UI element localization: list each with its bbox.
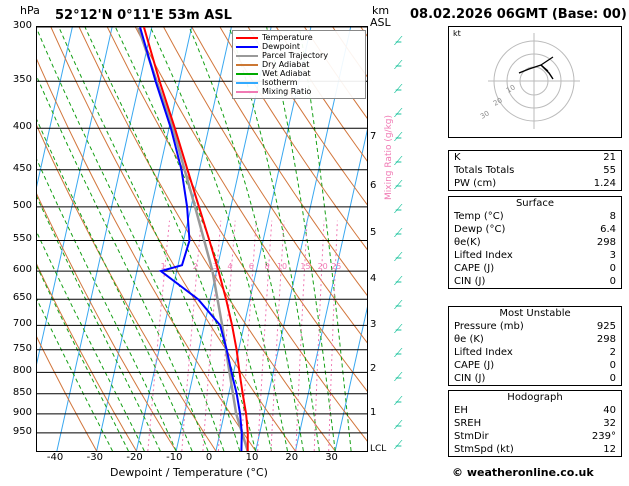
hodograph-plot (448, 26, 622, 138)
index-label: CIN (J) (454, 373, 486, 384)
wind-barb: ⟋̶ (394, 82, 403, 96)
index-value: 298 (596, 334, 616, 345)
temperature-tick-label: 0 (205, 452, 213, 463)
svg-text:10: 10 (276, 262, 288, 272)
pressure-tick-label: 350 (12, 74, 32, 86)
index-label: θe(K) (454, 237, 481, 248)
index-row (449, 262, 621, 275)
wind-barb: ⟋̶ (394, 202, 403, 216)
altitude-axis (368, 26, 394, 456)
altitude-tick-label: 2 (370, 363, 377, 375)
svg-text:15: 15 (300, 262, 311, 272)
index-label: CAPE (J) (454, 360, 495, 371)
hodograph-indices-panel (448, 390, 622, 457)
pressure-tick-label: 400 (12, 121, 32, 133)
index-row (449, 372, 621, 385)
index-row (449, 333, 621, 346)
index-row (449, 151, 621, 164)
altitude-tick-label: 7 (370, 130, 377, 142)
x-axis-title: Dewpoint / Temperature (°C) (110, 466, 268, 479)
legend-item (236, 69, 362, 78)
index-label: Lifted Index (454, 347, 513, 358)
index-label: EH (454, 405, 468, 416)
panel-header: Hodograph (507, 392, 563, 403)
index-value: 2 (609, 347, 616, 358)
index-row (449, 275, 621, 288)
panel-header: Surface (515, 198, 555, 209)
pressure-tick-label: 600 (12, 264, 32, 276)
legend-swatch (236, 64, 258, 66)
index-value: 12 (603, 444, 616, 455)
svg-text:1: 1 (160, 262, 166, 272)
wind-barb: ⟋̶ (394, 130, 403, 144)
temperature-axis (20, 452, 390, 466)
index-label: K (454, 152, 461, 163)
pressure-tick-label: 850 (12, 386, 32, 398)
legend-label: Wet Adiabat (262, 69, 311, 78)
index-row (449, 164, 621, 177)
chart-legend (232, 30, 366, 99)
run-date-title: 08.02.2026 06GMT (Base: 00) (410, 7, 627, 22)
wind-barb: ⟋̶ (394, 298, 403, 312)
index-value: 8 (609, 211, 616, 222)
svg-text:20: 20 (492, 96, 504, 108)
index-row (449, 443, 621, 456)
legend-item (236, 51, 362, 60)
pressure-tick-label: 700 (12, 318, 32, 330)
index-value: 40 (603, 405, 616, 416)
index-value: 55 (603, 165, 616, 176)
index-label: Totals Totals (454, 165, 515, 176)
temperature-tick-label: 10 (245, 452, 259, 463)
index-row (449, 346, 621, 359)
index-row (449, 223, 621, 236)
wind-barb: ⟋̶ (394, 226, 403, 240)
pressure-tick-label: 450 (12, 162, 32, 174)
altitude-tick-label: 5 (370, 226, 377, 238)
index-row (449, 177, 621, 190)
pressure-tick-label: 900 (12, 406, 32, 418)
svg-text:20: 20 (317, 262, 328, 272)
index-label: Dewp (°C) (454, 224, 506, 235)
svg-text:2: 2 (192, 262, 198, 272)
index-label: PW (cm) (454, 178, 497, 189)
index-label: CIN (J) (454, 276, 486, 287)
index-label: Temp (°C) (454, 211, 504, 222)
pressure-tick-label: 750 (12, 342, 32, 354)
legend-item (236, 87, 362, 96)
svg-text:4: 4 (227, 262, 233, 272)
legend-swatch (236, 37, 258, 39)
index-value: 298 (596, 237, 616, 248)
km-unit-label: km (372, 4, 390, 17)
pressure-tick-label: 500 (12, 199, 32, 211)
wind-barb: ⟋̶ (394, 438, 403, 452)
temperature-tick-label: -20 (126, 452, 143, 463)
copyright-credit: © weatheronline.co.uk (452, 466, 594, 479)
wind-barb: ⟋̶ (394, 370, 403, 384)
legend-item (236, 33, 362, 42)
wind-barb: ⟋̶ (394, 346, 403, 360)
index-label: StmDir (454, 431, 489, 442)
index-row (449, 320, 621, 333)
temperature-tick-label: -40 (46, 452, 64, 463)
svg-text:30: 30 (479, 109, 491, 121)
index-row (449, 249, 621, 262)
legend-item (236, 78, 362, 87)
legend-item (236, 42, 362, 51)
index-value: 0 (609, 276, 616, 287)
wind-barb: ⟋̶ (394, 154, 403, 168)
mixing-ratio-axis-label: Mixing Ratio (g/kg) (384, 114, 394, 200)
index-row (449, 359, 621, 372)
wind-barb: ⟋̶ (394, 178, 403, 192)
wind-barb: ⟋̶ (394, 274, 403, 288)
altitude-tick-label: 3 (370, 318, 377, 330)
wind-barb: ⟋̶ (394, 106, 403, 120)
legend-swatch (236, 82, 258, 84)
index-value: 0 (609, 360, 616, 371)
index-value: 32 (603, 418, 616, 429)
legend-label: Temperature (262, 33, 313, 42)
station-title: 52°12'N 0°11'E 53m ASL (55, 8, 232, 23)
altitude-tick-label: 1 (370, 406, 377, 418)
pressure-tick-label: 650 (12, 292, 32, 304)
temperature-tick-label: -30 (86, 452, 103, 463)
index-label: Lifted Index (454, 250, 513, 261)
svg-text:3: 3 (212, 262, 218, 272)
index-label: θe (K) (454, 334, 484, 345)
index-value: 0 (609, 373, 616, 384)
svg-text:8: 8 (264, 262, 270, 272)
surface-parcel-panel (448, 196, 622, 289)
wind-barb: ⟋̶ (394, 322, 403, 336)
pressure-tick-label: 800 (12, 365, 32, 377)
wind-barb: ⟋̶ (394, 250, 403, 264)
altitude-tick-label: 4 (370, 273, 377, 285)
pressure-tick-label: 550 (12, 233, 32, 245)
index-label: StmSpd (kt) (454, 444, 514, 455)
legend-label: Isotherm (262, 78, 298, 87)
lcl-label: LCL (370, 444, 387, 454)
index-row (449, 417, 621, 430)
altitude-tick-label: 6 (370, 179, 377, 191)
svg-text:6: 6 (248, 262, 254, 272)
wind-barb: ⟋̶ (394, 418, 403, 432)
pressure-unit-label: hPa (20, 4, 40, 17)
index-label: SREH (454, 418, 482, 429)
legend-label: Dry Adiabat (262, 60, 310, 69)
svg-text:10: 10 (505, 83, 517, 95)
index-row (449, 404, 621, 417)
legend-swatch (236, 91, 258, 93)
index-label: CAPE (J) (454, 263, 495, 274)
legend-swatch (236, 46, 258, 48)
legend-item (236, 60, 362, 69)
pressure-tick-label: 950 (12, 425, 32, 437)
legend-label: Parcel Trajectory (262, 51, 329, 60)
index-value: 1.24 (593, 178, 616, 189)
index-label: Pressure (mb) (454, 321, 524, 332)
index-row (449, 236, 621, 249)
hodograph-unit-label: kt (453, 29, 461, 38)
legend-label: Dewpoint (262, 42, 301, 51)
wind-barb-column (394, 28, 412, 452)
index-value: 0 (609, 263, 616, 274)
legend-swatch (236, 73, 258, 75)
index-row (449, 210, 621, 223)
pressure-axis (0, 20, 34, 452)
index-value: 21 (603, 152, 616, 163)
index-row (449, 430, 621, 443)
temperature-tick-label: -10 (166, 452, 183, 463)
most-unstable-panel (448, 306, 622, 386)
wind-barb: ⟋̶ (394, 34, 403, 48)
index-value: 3 (609, 250, 616, 261)
asl-label: ASL (370, 16, 391, 29)
index-value: 925 (596, 321, 616, 332)
svg-text:25: 25 (331, 262, 342, 272)
legend-label: Mixing Ratio (262, 87, 312, 96)
index-value: 239° (591, 431, 616, 442)
temperature-tick-label: 30 (325, 452, 338, 463)
legend-swatch (236, 55, 258, 57)
stability-indices-panel (448, 150, 622, 191)
pressure-tick-label: 300 (12, 20, 32, 31)
wind-barb: ⟋̶ (394, 58, 403, 72)
wind-barb: ⟋̶ (394, 394, 403, 408)
index-value: 6.4 (600, 224, 616, 235)
panel-header: Most Unstable (499, 308, 571, 319)
temperature-tick-label: 20 (285, 452, 299, 463)
